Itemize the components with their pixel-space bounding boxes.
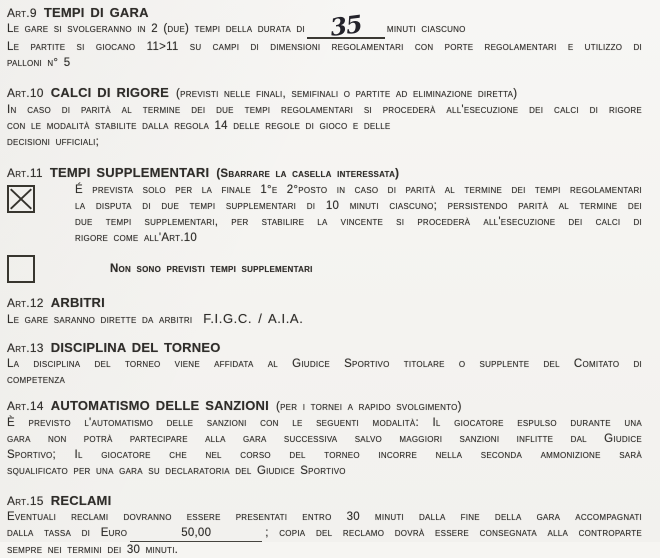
article-title: ARBITRI [50, 295, 105, 310]
fee-text-after: ; copia del reclamo dovrà essere consegnata alla controparte [265, 527, 642, 539]
article-10-line-2: con le modalità stabilite dalla regola 14 delle regole di gioco e delle [7, 120, 391, 132]
article-number: Art.15 [7, 494, 44, 508]
article-10-heading [7, 83, 642, 102]
article-15-reclami [7, 491, 642, 558]
article-12-line-1 [7, 311, 642, 328]
article-9-line-2: Le partite si giocano 11>11 su campi di dimensioni regolamentari con porte regolamentari e utilizzo di [7, 41, 642, 53]
article-14-line-4: squalificato per una gara su declaratoria del Giudice Sportivo [7, 465, 346, 477]
article-title: CALCI DI RIGORE [50, 85, 169, 100]
article-9-heading [7, 3, 642, 21]
extra-time-yes-line-2: la disputa di due tempi supplementari di 10 minuti ciascuno; persistendo parità al termine dei [75, 200, 642, 212]
extra-time-no-option [7, 255, 642, 283]
article-number: Art.12 [7, 296, 44, 310]
fee-value: 50,00 [181, 527, 212, 539]
article-10-line-3: decisioni ufficiali; [7, 136, 100, 148]
article-14-heading [7, 396, 642, 415]
article-10-calci-di-rigore [7, 83, 642, 150]
extra-time-yes-checkbox[interactable] [7, 185, 35, 213]
article-number: Art.9 [7, 6, 37, 20]
article-15-line-1: Eventuali reclami dovranno essere presentati entro 30 minuti dalla fine della gara accompagnati [7, 511, 642, 523]
article-13-heading [7, 338, 642, 356]
extra-time-yes-line-3: due tempi supplementari, per stabilire la vincente si procederà all'esecuzione dei calci di [75, 216, 642, 228]
article-13-disciplina-del-torneo [7, 338, 642, 388]
article-title: AUTOMATISMO DELLE SANZIONI [50, 398, 269, 413]
article-12-arbitri [7, 293, 642, 328]
article-9-line-3: palloni n° 5 [7, 57, 71, 69]
fee-text-before: dalla tassa di Euro [7, 527, 128, 539]
duration-text-before: Le gare si svolgeranno in 2 (due) tempi della durata di [7, 23, 305, 35]
article-title-note: (Sbarrare la casella interessata) [216, 168, 400, 180]
referees-text: Le gare saranno dirette da arbitri [7, 314, 193, 326]
article-title: TEMPI DI GARA [43, 5, 149, 20]
article-14-line-1: È previsto l'automatismo delle sanzioni con le seguenti modalità: Il giocatore espulso durante una [7, 417, 642, 429]
referee-body-value: F.I.G.C. / A.I.A. [203, 311, 304, 326]
extra-time-yes-option [7, 182, 642, 246]
duration-text-after: minuti ciascuno [386, 23, 466, 35]
extra-time-no-label: Non sono previsti tempi supplementari [110, 263, 313, 275]
article-title-note: (per i tornei a rapido svolgimento) [275, 401, 462, 413]
article-number: Art.11 [7, 166, 43, 180]
article-13-line-2: competenza [7, 374, 66, 386]
article-13-line-1: La disciplina del torneo viene affidata al Giudice Sportivo titolare o supplente del Comitato di [7, 358, 642, 370]
extra-time-no-checkbox[interactable] [7, 255, 35, 283]
handwritten-duration-value: 35 [328, 9, 364, 42]
article-15-line-3: sempre nei termini dei 30 minuti. [7, 544, 179, 556]
article-title: RECLAMI [50, 493, 112, 508]
article-11-tempi-supplementari [7, 163, 642, 283]
article-10-line-1: In caso di parità al termine dei due tempi regolamentari si procederà all'esecuzione dei calci di rigore [7, 104, 642, 116]
match-duration-field[interactable] [307, 9, 385, 42]
article-number: Art.13 [7, 341, 44, 355]
article-11-heading [7, 163, 642, 182]
article-15-line-2 [7, 525, 642, 542]
article-12-heading [7, 293, 642, 311]
article-title: DISCIPLINA DEL TORNEO [50, 340, 221, 355]
article-15-heading [7, 491, 642, 509]
article-14-line-2: gara non potrà partecipare alla gara successiva salvo maggiori sanzioni inflitte dal Giudice [7, 433, 642, 445]
article-title: TEMPI SUPPLEMENTARI [49, 165, 210, 180]
complaint-fee-field[interactable] [130, 525, 262, 542]
article-number: Art.10 [7, 86, 44, 100]
article-number: Art.14 [7, 399, 44, 413]
article-title-note: (previsti nelle finali, semifinali o partite ad eliminazione diretta) [176, 88, 518, 100]
x-mark-icon [9, 187, 33, 211]
article-9-tempi-di-gara [7, 3, 642, 71]
extra-time-yes-line-1: É prevista solo per la finale 1°e 2°posto in caso di parità al termine dei tempi regolamentari [75, 184, 642, 196]
extra-time-yes-line-4: rigore come all'Art.10 [75, 232, 198, 244]
article-14-automatismo-sanzioni [7, 396, 642, 479]
article-14-line-3: Sportivo; Il giocatore che nel corso del torneo incorre nella seconda ammonizione sarà [7, 449, 642, 461]
